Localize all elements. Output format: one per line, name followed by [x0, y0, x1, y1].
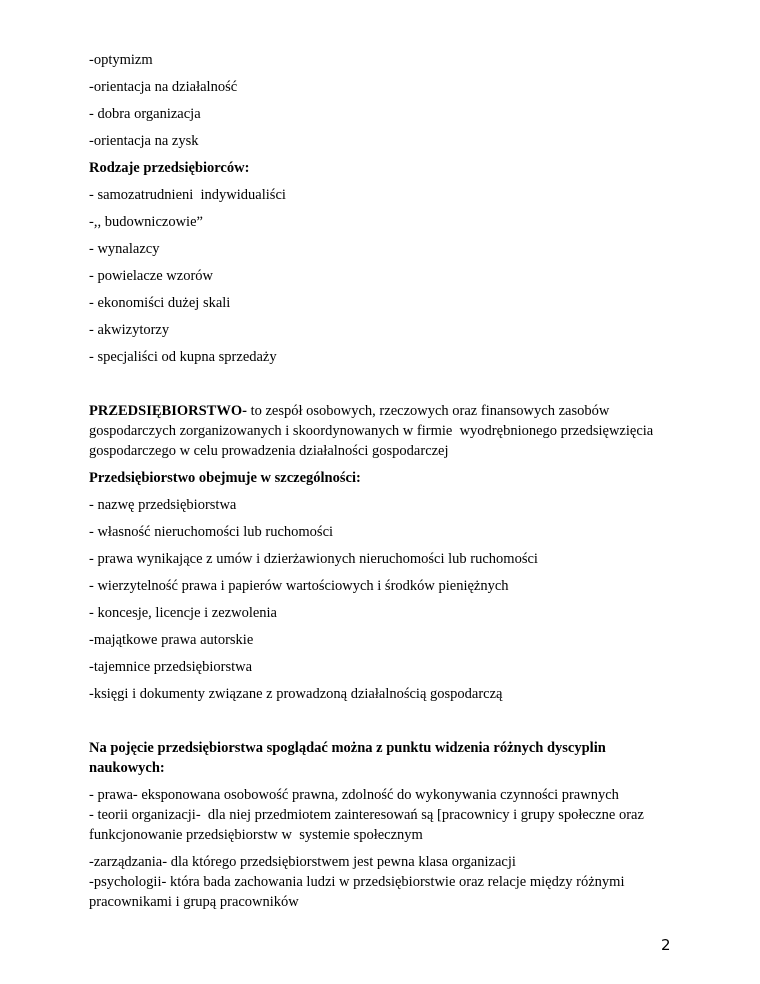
list-item: -majątkowe prawa autorskie: [89, 632, 254, 648]
definition-text: to zespół osobowych, rzeczowych oraz finansowych zasobów: [246, 403, 610, 419]
section-heading-line: naukowych:: [89, 760, 165, 776]
definition-term: PRZEDSIĘBIORSTWO-: [89, 403, 247, 419]
list-item: -,, budowniczowie”: [89, 214, 203, 230]
list-item: - koncesje, licencje i zezwolenia: [89, 605, 277, 621]
list-item: -księgi i dokumenty związane z prowadzoną działalnością gospodarczą: [89, 686, 503, 702]
list-item: - nazwę przedsiębiorstwa: [89, 497, 237, 513]
list-item: - specjaliści od kupna sprzedaży: [89, 349, 277, 365]
definition-paragraph: [89, 401, 689, 461]
section-heading: Przedsiębiorstwo obejmuje w szczególności:: [89, 470, 361, 486]
list-item: -zarządzania- dla którego przedsiębiorstwem jest pewna klasa organizacji: [89, 854, 516, 870]
list-item: - dobra organizacja: [89, 106, 201, 122]
section-heading: [89, 738, 689, 778]
list-item: [89, 872, 689, 912]
list-item: -orientacja na działalność: [89, 79, 238, 95]
list-item-line: - teorii organizacji- dla niej przedmiotem zainteresowań są [pracownicy i grupy społeczne oraz: [89, 807, 644, 823]
list-item: - akwizytorzy: [89, 322, 170, 338]
definition-text: gospodarczego w celu prowadzenia działalności gospodarczej: [89, 443, 449, 459]
list-item: - ekonomiści dużej skali: [89, 295, 231, 311]
page-number: 2: [661, 936, 671, 954]
list-item: - powielacze wzorów: [89, 268, 213, 284]
list-item: -optymizm: [89, 52, 153, 68]
definition-text: gospodarczych zorganizowanych i skoordynowanych w firmie wyodrębnionego przedsięwzięcia: [89, 423, 654, 439]
document-page: [89, 50, 689, 912]
list-item: -tajemnice przedsiębiorstwa: [89, 659, 253, 675]
section-heading: Rodzaje przedsiębiorców:: [89, 160, 250, 176]
section-heading-line: Na pojęcie przedsiębiorstwa spoglądać można z punktu widzenia różnych dyscyplin: [89, 740, 606, 756]
list-item: - samozatrudnieni indywidualiści: [89, 187, 286, 203]
list-item: -orientacja na zysk: [89, 133, 199, 149]
list-item: - prawa- eksponowana osobowość prawna, zdolność do wykonywania czynności prawnych: [89, 787, 619, 803]
list-item: - wynalazcy: [89, 241, 160, 257]
list-item-line: -psychologii- która bada zachowania ludzi w przedsiębiorstwie oraz relacje między różnymi: [89, 874, 625, 890]
list-item: [89, 805, 689, 845]
list-item-line: funkcjonowanie przedsiębiorstw w systemie społecznym: [89, 827, 423, 843]
list-item: - własność nieruchomości lub ruchomości: [89, 524, 334, 540]
list-item: - wierzytelność prawa i papierów wartościowych i środków pieniężnych: [89, 578, 509, 594]
list-item: - prawa wynikające z umów i dzierżawionych nieruchomości lub ruchomości: [89, 551, 538, 567]
list-item-line: pracownikami i grupą pracowników: [89, 894, 299, 910]
